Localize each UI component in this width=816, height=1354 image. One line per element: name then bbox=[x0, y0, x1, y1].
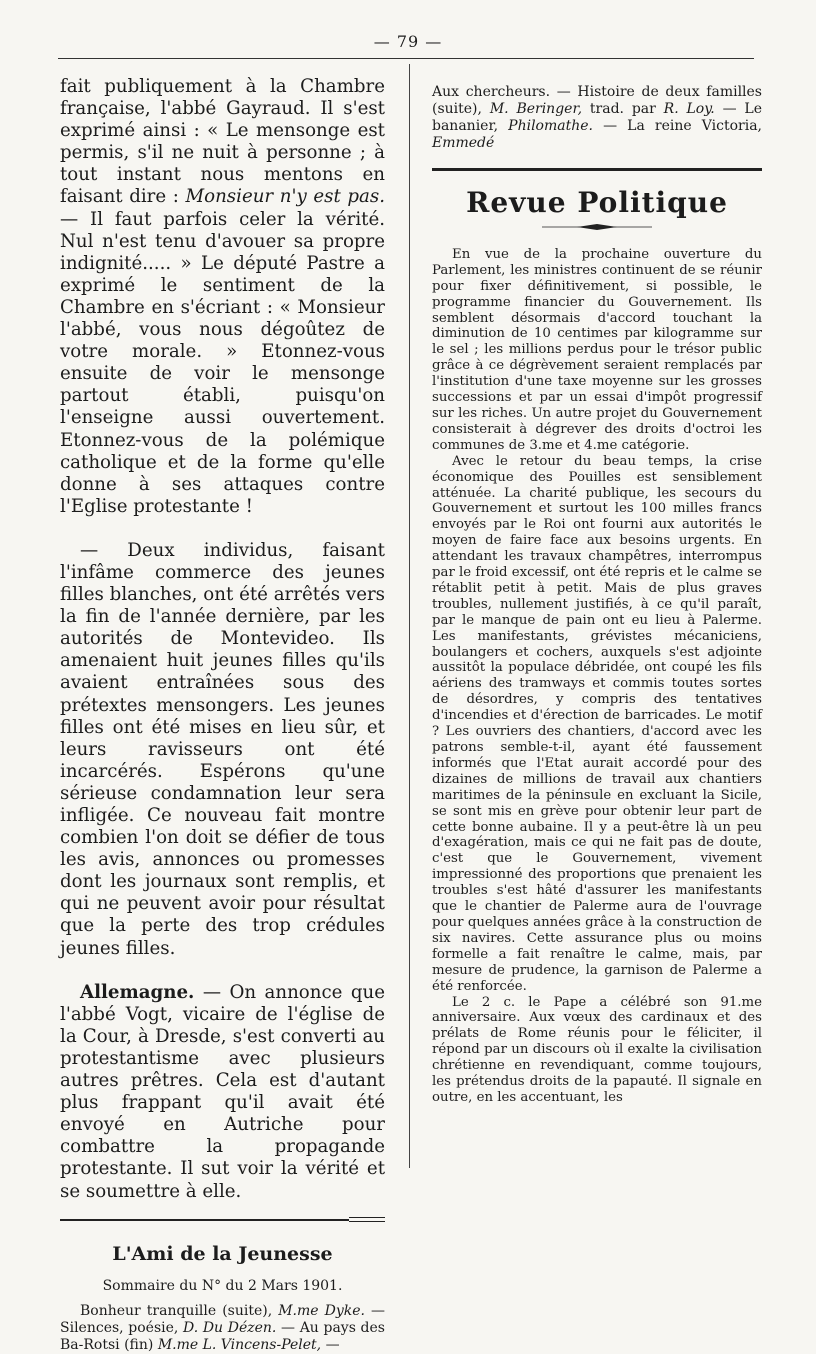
sommaire-body: Bonheur tranquille (suite), M.me Dyke. — Silences, poésie, D. Du Dézen. — Au pays des Ba-Rotsi (fin) M.me L. Vincens-Pelet, — bbox=[60, 1302, 386, 1353]
header-rule bbox=[58, 58, 754, 59]
article-paragraph: — Deux individus, faisant l'infâme commerce des jeunes filles blanches, ont été arrêtés vers la fin de l'année dernière, par les autorités de Montevideo. Ils amenaient huit jeunes filles qu'ils avaient entraînées sous des prétextes mensongers. Les jeunes filles ont été mises en lieu sûr, et leurs ravisseurs ont été incarcérés. Espérons qu'une sérieuse condamnation leur sera infligée. Ce nouveau fait montre combien l'on doit se défier de tous les avis, annonces ou promesses dont les journaux sont remplis, et qui ne peuvent avoir pour résultat que la perte des trop crédules jeunes filles. bbox=[60, 539, 385, 959]
ami-title: L'Ami de la Jeunesse bbox=[112, 1242, 333, 1265]
sommaire-heading: Sommaire du N° du 2 Mars 1901. bbox=[102, 1277, 343, 1294]
sommaire-continued: Aux chercheurs. — Histoire de deux familles (suite), M. Beringer, trad. par R. Loy. — Le bananier, Philomathe. — La reine Victoria, Emmedé bbox=[432, 84, 762, 151]
article-paragraph: Allemagne. — On annonce que l'abbé Vogt, vicaire de l'église de la Cour, à Dresde, s'est converti au protestantisme avec plusieurs autres prêtres. Cela est d'autant plus frappant qu'il avait été envoyé en Autriche pour combattre la propagande protestante. Il sut voir la vérité et se soumettre à elle. bbox=[60, 981, 385, 1202]
column-divider bbox=[409, 64, 410, 1168]
section-rule bbox=[60, 1219, 385, 1221]
right-column bbox=[432, 84, 762, 1106]
left-column bbox=[60, 76, 385, 1354]
article-paragraph: En vue de la prochaine ouverture du Parlement, les ministres continuent de se réunir pour fixer définitivement, si possible, le programme financier du Gouvernement. Ils semblent désormais d'accord touchant la diminution de 10 centimes par kilogramme sur le sel ; les millions perdus pour le trésor public grâce à ce dégrèvement seraient remplacés par l'institution d'une taxe moyenne sur les grosses successions et par un essai d'impôt progressif sur les riches. Un autre projet du Gouvernement consisterait à dégrever des droits d'octroi les communes de 3.me et 4.me catégorie. bbox=[432, 246, 762, 453]
flourish-ornament bbox=[432, 223, 762, 233]
flourish-icon bbox=[542, 223, 652, 231]
page-number: — 79 — bbox=[373, 32, 443, 51]
section-rule bbox=[432, 168, 762, 171]
article-paragraph: fait publiquement à la Chambre française, l'abbé Gayraud. Il s'est exprimé ainsi : « Le mensonge est permis, s'il ne nuit à personne ; à tout instant nous mentons en faisant dire : Monsieur n'y est pas. — Il faut parfois celer la vérité. Nul n'est tenu d'avouer sa propre indignité..... » Le député Pastre a exprimé le sentiment de la Chambre en s'écriant : « Monsieur l'abbé, vous nous dégoûtez de votre morale. » Etonnez-vous ensuite de voir le mensonge partout établi, puisqu'on l'enseigne aussi ouvertement. Etonnez-vous de la polémique catholique et de la forme qu'elle donne à ses attaques contre l'Eglise protestante ! bbox=[60, 76, 385, 517]
article-paragraph: Avec le retour du beau temps, la crise économique des Pouilles est sensiblement atténuée. La charité publique, les secours du Gouvernement et surtout les 100 milles francs envoyés par le Roi ont fourni aux autorités le moyen de faire face aux besoins urgents. En attendant les travaux champêtres, interrompus par le froid excessif, ont été repris et le calme se rétablit petit à petit. Mais de plus graves troubles, nullement justifiés, à ce qu'il paraît, par le manque de pain ont eu lieu à Palerme. Les manifestants, grévistes mécaniciens, boulangers et cochers, auxquels s'est adjointe aussitôt la populace débridée, ont coupé les fils aériens des tramways et commis toutes sortes de désordres, y compris des tentatives d'incendies et d'érection de barricades. Le motif ? Les ouvriers des chantiers, d'accord avec les patrons semble-t-il, ayant été faussement informés que l'Etat aurait accordé pour des dizaines de millions de travail aux chantiers maritimes de la péninsule en excluant la Sicile, se sont mis en grève pour obtenir leur part de cette bonne aubaine. Il y a peut-être là un peu d'exagération, mais ce qui ne fait pas de doute, c'est que le Gouvernement, vivement impressionné des proportions que prenaient les troubles s'est hâté d'assurer les manifestants que le chantier de Palerme aura de l'ouvrage pour quelques années grâce à la construction de six navires. Cette assurance plus ou moins formelle a fait renaître le calme, mais, par mesure de prudence, la garnison de Palerme a été renforcée. bbox=[432, 453, 762, 994]
section-title: Revue Politique bbox=[466, 186, 728, 219]
country-heading: Allemagne. bbox=[80, 981, 195, 1003]
article-paragraph: Le 2 c. le Pape a célébré son 91.me anniversaire. Aux vœux des cardinaux et des prélats de Rome réunis pour le féliciter, il répond par un discours où il exalte la civilisation chrétienne en revendiquant, comme toujours, les prétendus droits de la papauté. Il signale en outre, en les accentuant, les bbox=[432, 994, 762, 1105]
italic-quote: Monsieur n'y est pas. bbox=[185, 186, 385, 208]
